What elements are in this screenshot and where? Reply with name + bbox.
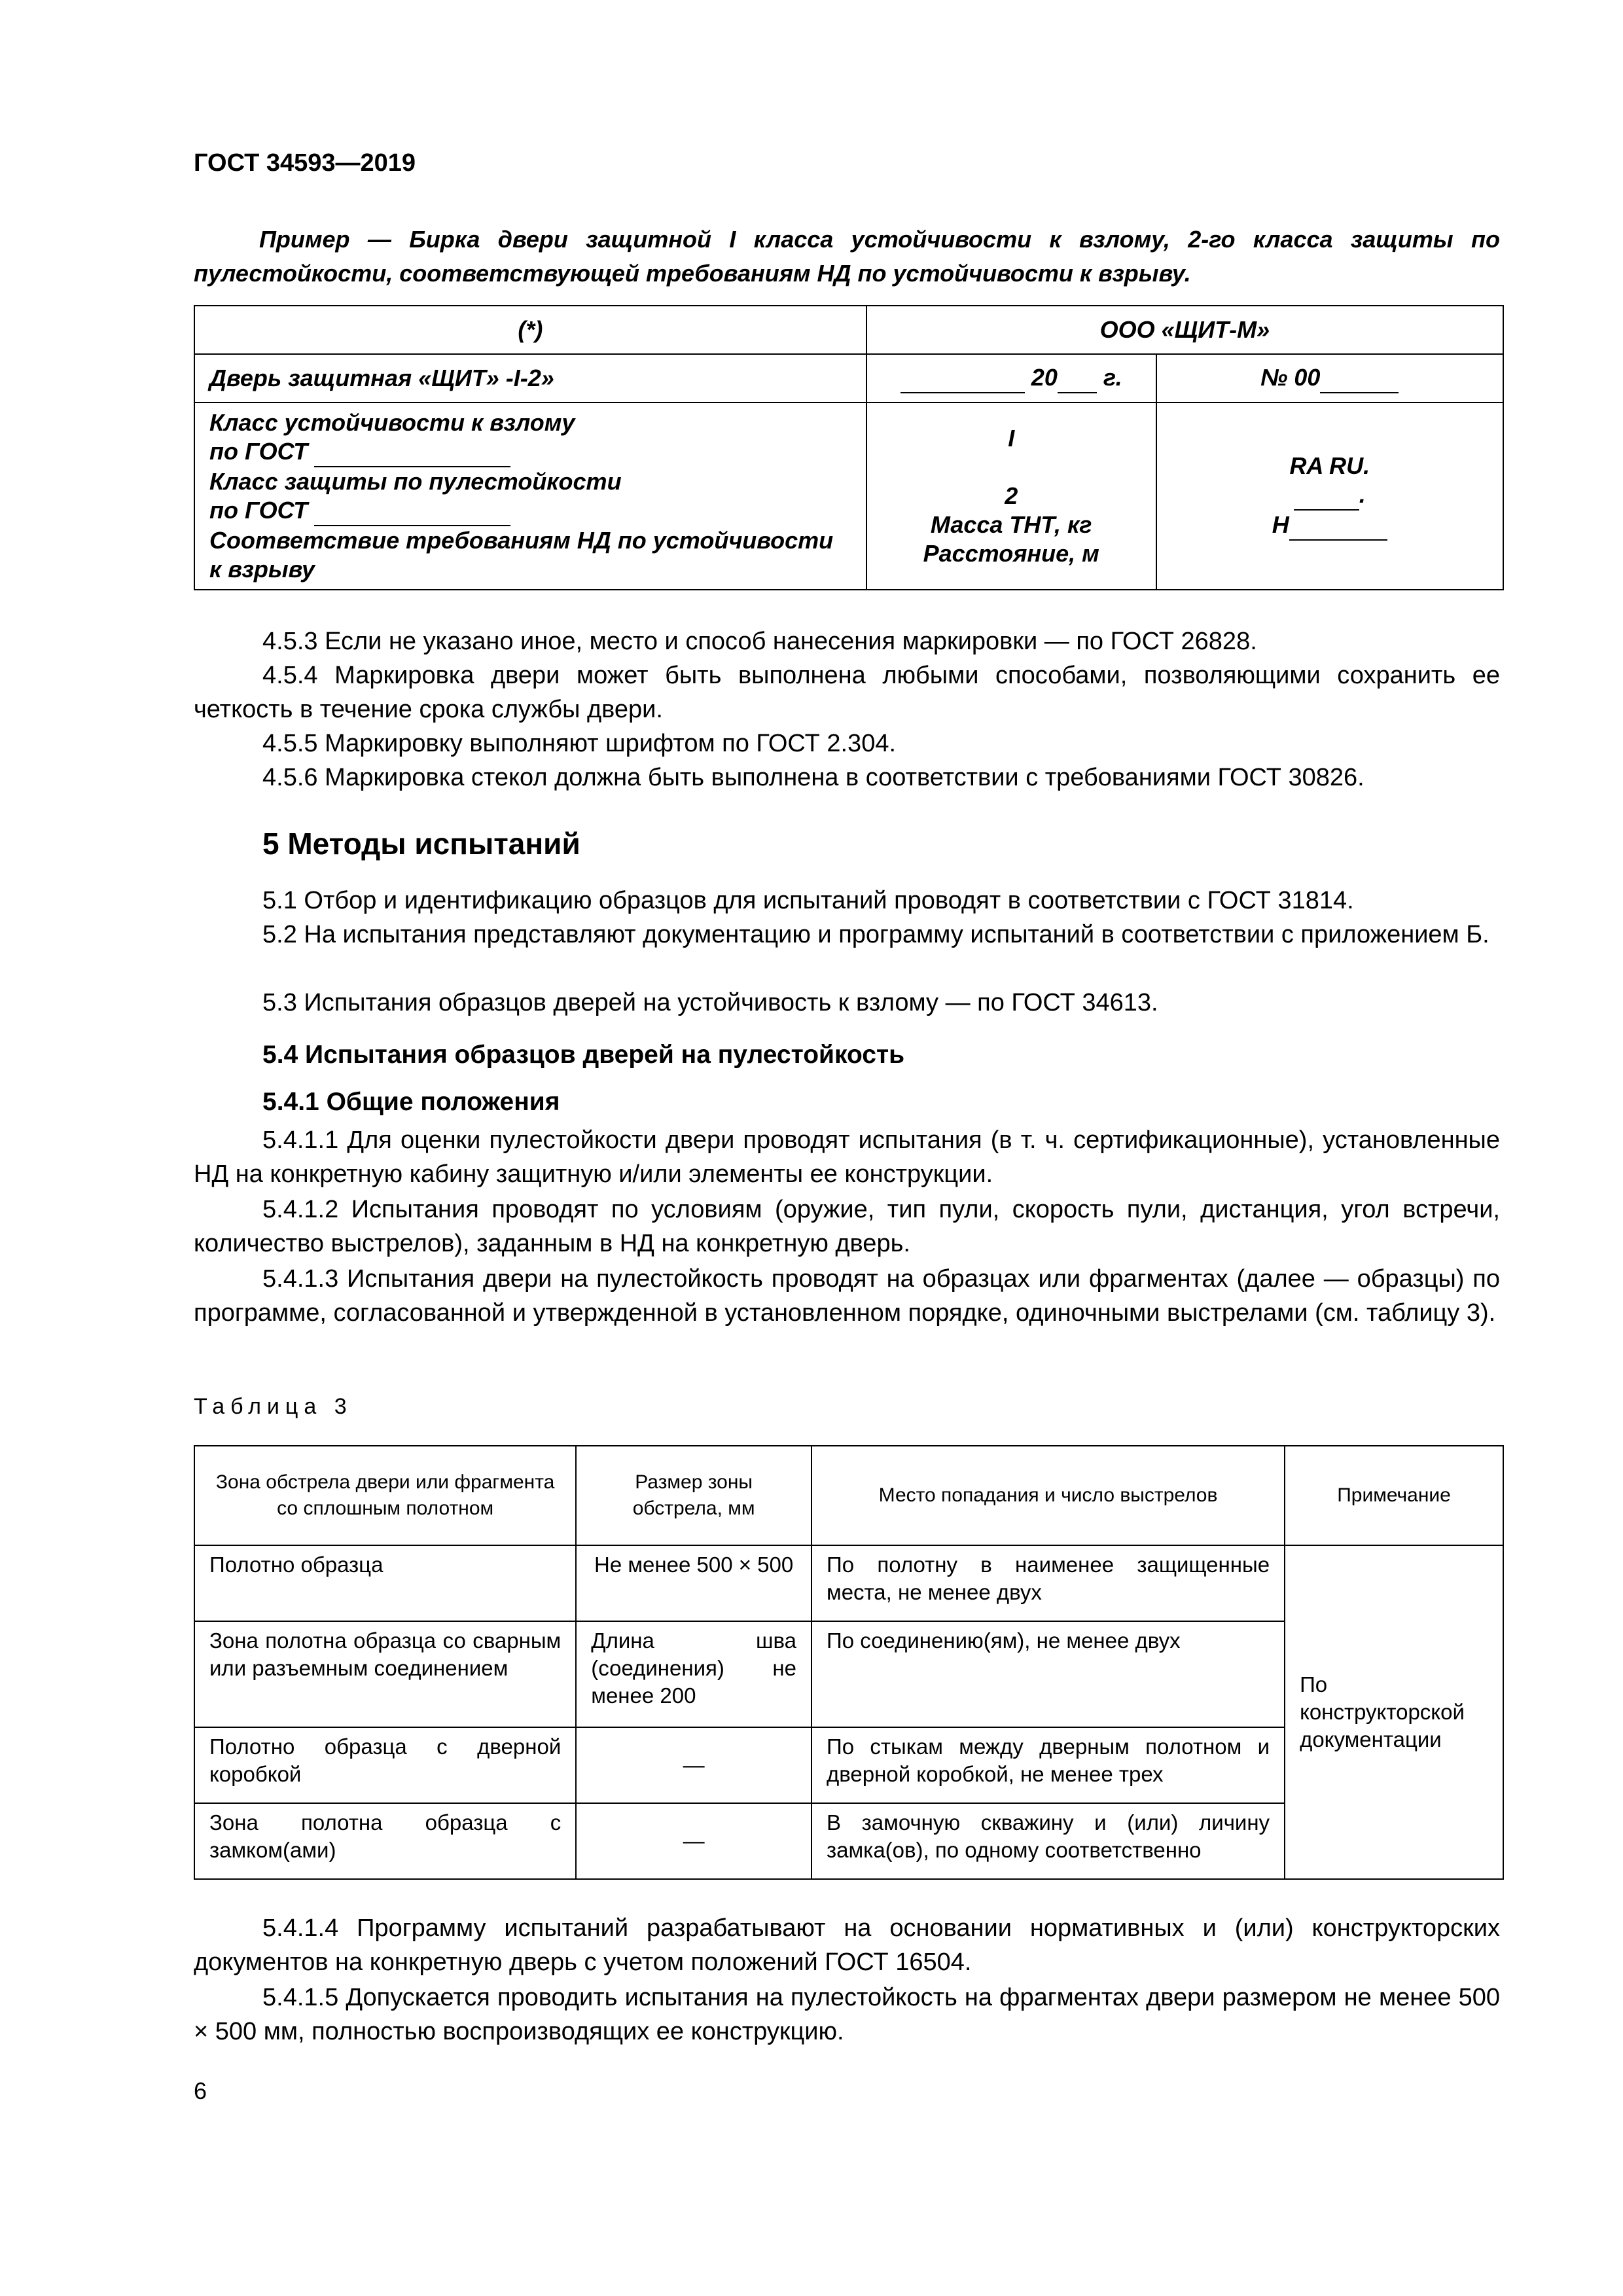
tag-value-class: I [1008, 425, 1015, 452]
item-5-3: 5.3 Испытания образцов дверей на устойчивость к взлому — по ГОСТ 34613. [262, 989, 1158, 1016]
tag-cert-line: RA RU. [1289, 452, 1370, 479]
table-cell: По стыкам между дверным полотном и дверной коробкой, не менее трех [812, 1727, 1285, 1803]
tag-cert-line: Н [1171, 511, 1488, 541]
item-4-5-4: 4.5.4 Маркировка двери может быть выполнена любыми способами, позволяющими сохранить ее четкость в течение срока службы двери. [194, 662, 1500, 723]
section-5-4-1-title: 5.4.1 Общие положения [262, 1088, 560, 1116]
tag-line: Класс защиты по пулестойкости [209, 468, 622, 495]
table-3 [194, 1445, 1504, 1880]
item-5-4-1-5: 5.4.1.5 Допускается проводить испытания на пулестойкость на фрагментах двери размером не менее 500 × 500 мм, полностью воспроизводящих ее конструкцию. [194, 1984, 1500, 2045]
table-3-header-zone: Зона обстрела двери или фрагмента со сплошным полотном [194, 1446, 576, 1545]
table-cell: — [576, 1727, 812, 1803]
table-cell: Зона полотна образца с замком(ами) [194, 1803, 576, 1879]
door-tag-table [194, 305, 1504, 590]
table-cell: Длина шва (соединения) не менее 200 [576, 1621, 812, 1727]
table-cell: Зона полотна образца со сварным или разъемным соединением [194, 1621, 576, 1727]
table-cell: Полотно образца с дверной коробкой [194, 1727, 576, 1803]
example-paragraph: Пример — Бирка двери защитной I класса устойчивости к взлому, 2-го класса защиты по пулестойкости, соответствующей требованиям НД по устойчивости к взрыву. [194, 226, 1500, 287]
item-5-1: 5.1 Отбор и идентификацию образцов для испытаний проводят в соответствии с ГОСТ 31814. [262, 887, 1354, 914]
table-3-header-size: Размер зоны обстрела, мм [576, 1446, 812, 1545]
table-3-caption: Таблица 3 [194, 1394, 353, 1419]
table-cell: Полотно образца [194, 1545, 576, 1621]
tag-value-mass: Масса ТНТ, кг [930, 511, 1092, 538]
tag-line: по ГОСТ [209, 496, 851, 526]
table-cell: По соединению(ям), не менее двух [812, 1621, 1285, 1727]
tag-line: к взрыву [209, 556, 315, 583]
tag-cell-date: 20 г. [866, 354, 1156, 403]
tag-line: Соответствие требованиям НД по устойчивости [209, 527, 834, 554]
page-number: 6 [194, 2077, 207, 2104]
item-5-4-1-4: 5.4.1.4 Программу испытаний разрабатывают на основании нормативных и (или) конструкторских документов на конкретную дверь с учетом положений ГОСТ 16504. [194, 1914, 1500, 1976]
section-5-title: 5 Методы испытаний [262, 827, 580, 861]
tag-cell-door-name: Дверь защитная «ЩИТ» -I-2» [194, 354, 866, 403]
table-cell-note: По конструкторской документации [1285, 1545, 1503, 1879]
tag-cell-certificate [1156, 403, 1503, 590]
tag-cert-line: . [1171, 480, 1488, 511]
item-5-4-1-2: 5.4.1.2 Испытания проводят по условиям (оружие, тип пули, скорость пули, дистанция, угол встречи, количество выстрелов), заданным в НД на конкретную дверь. [194, 1196, 1500, 1257]
section-5-4-title: 5.4 Испытания образцов дверей на пулестойкость [262, 1041, 905, 1069]
item-4-5-6: 4.5.6 Маркировка стекол должна быть выполнена в соответствии с требованиями ГОСТ 30826. [262, 764, 1364, 791]
table-3-header-note: Примечание [1285, 1446, 1503, 1545]
document-code: ГОСТ 34593—2019 [194, 149, 416, 177]
table-cell: Не менее 500 × 500 [576, 1545, 812, 1621]
item-5-4-1-1: 5.4.1.1 Для оценки пулестойкости двери проводят испытания (в т. ч. сертификационные), установленные НД на конкретную кабину защитную и/или элементы ее конструкции. [194, 1126, 1500, 1188]
tag-cell-classes [194, 403, 866, 590]
tag-line: Класс устойчивости к взлому [209, 409, 575, 436]
table-row [194, 1545, 1503, 1621]
table-3-header-place: Место попадания и число выстрелов [812, 1446, 1285, 1545]
item-4-5-5: 4.5.5 Маркировку выполняют шрифтом по ГОСТ 2.304. [262, 730, 897, 757]
tag-cell-values [866, 403, 1156, 590]
table-cell: — [576, 1803, 812, 1879]
tag-cell-mark: (*) [194, 306, 866, 354]
item-5-2: 5.2 На испытания представляют документацию и программу испытаний в соответствии с приложением Б. [262, 921, 1489, 948]
tag-cell-number: № 00 [1156, 354, 1503, 403]
tag-cell-manufacturer: ООО «ЩИТ-М» [866, 306, 1503, 354]
table-cell: По полотну в наименее защищенные места, не менее двух [812, 1545, 1285, 1621]
item-5-4-1-3: 5.4.1.3 Испытания двери на пулестойкость проводят на образцах или фрагментах (далее — образцы) по программе, согласованной и утвержденной в установленном порядке, одиночными выстрелами (см. таблицу 3). [194, 1265, 1500, 1327]
tag-line: по ГОСТ [209, 437, 851, 467]
tag-value-protection: 2 [1005, 482, 1018, 509]
tag-value-distance: Расстояние, м [923, 540, 1099, 567]
table-cell: В замочную скважину и (или) личину замка(ов), по одному соответственно [812, 1803, 1285, 1879]
item-4-5-3: 4.5.3 Если не указано иное, место и способ нанесения маркировки — по ГОСТ 26828. [262, 628, 1257, 655]
